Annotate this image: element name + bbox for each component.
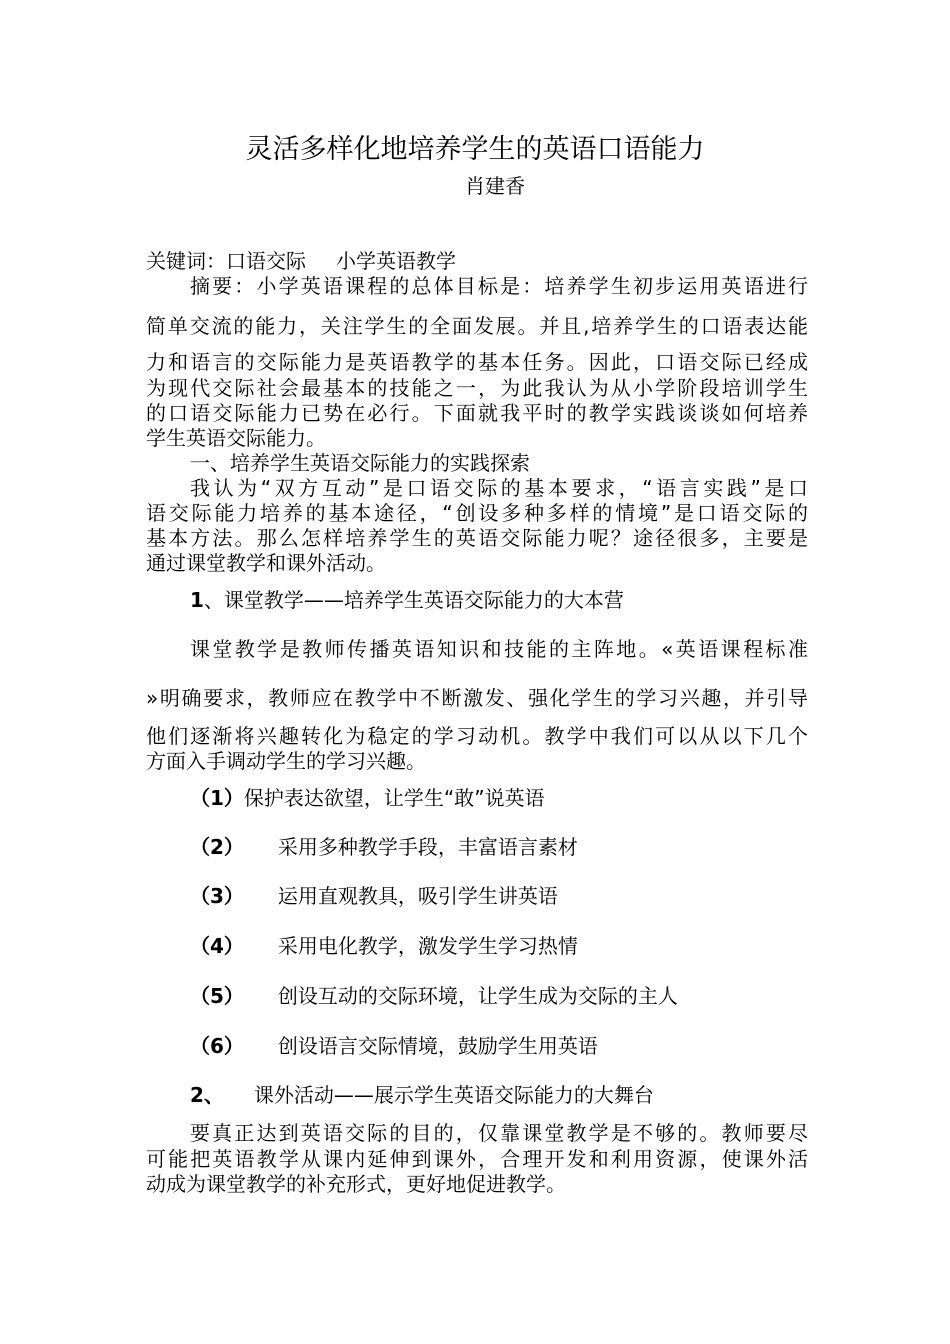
author-name: 肖建香 (465, 174, 525, 198)
keyword-1: 口语交际 (226, 249, 306, 273)
subsection-1-line-4: 方面入手调动学生的学习兴趣。 (146, 749, 426, 773)
document-title: 灵活多样化地培养学生的英语口语能力 (245, 134, 705, 165)
section-1-line-1: 我认为“双方互动”是口语交际的基本要求，“语言实践”是口 (190, 476, 808, 500)
abstract-line-1: 摘要：小学英语课程的总体目标是：培养学生初步运用英语进行 (190, 274, 808, 298)
abstract-line-4: 为现代交际社会最基本的技能之一，为此我认为从小学阶段培训学生 (146, 376, 808, 400)
subsection-1-number: 1 (190, 588, 204, 612)
list-item-6-text: 创设语言交际情境，鼓励学生用英语 (277, 1034, 598, 1058)
list-item-1-text: 保护表达欲望，让学生“敢”说英语 (243, 786, 545, 810)
list-item-3-text: 运用直观教具，吸引学生讲英语 (277, 884, 558, 908)
subsection-1-line-3: 他们逐渐将兴趣转化为稳定的学习动机。教学中我们可以从以下几个 (146, 724, 808, 748)
section-1-heading: 一、培养学生英语交际能力的实践探索 (190, 451, 530, 475)
keywords-line (146, 248, 808, 274)
keyword-2: 小学英语教学 (336, 249, 456, 273)
abstract-line-6: 学生英语交际能力。 (146, 426, 326, 450)
subsection-2-line-3: 动成为课堂教学的补充形式，更好地促进教学。 (146, 1172, 566, 1196)
subsection-1-heading (190, 587, 808, 613)
subsection-2-line-1: 要真正达到英语交际的目的，仅靠课堂教学是不够的。教师要尽 (190, 1121, 808, 1145)
keywords-label: 关键词： (146, 249, 226, 273)
section-1-line-3: 基本方法。那么怎样培养学生的英语交际能力呢？途径很多，主要是 (146, 526, 808, 550)
subsection-2-title: 课外活动——展示学生英语交际能力的大舞台 (253, 1083, 654, 1107)
subsection-2-heading (190, 1082, 808, 1108)
list-item-4-number: （4） (190, 934, 244, 958)
section-1-line-2: 语交际能力培养的基本途径，“创设多种多样的情境”是口语交际的 (146, 501, 808, 525)
subsection-2-line-2: 可能把英语教学从课内延伸到课外，合理开发和利用资源，使课外活 (146, 1147, 808, 1171)
abstract-line-5: 的口语交际能力已势在必行。下面就我平时的教学实践谈谈如何培养 (146, 401, 808, 425)
subsection-1-title: 、课堂教学——培养学生英语交际能力的大本营 (203, 588, 624, 612)
list-item-2-number: （2） (190, 835, 244, 859)
section-1-line-4: 通过课堂教学和课外活动。 (146, 551, 386, 575)
subsection-1-line-2: »明确要求，教师应在教学中不断激发、强化学生的学习兴趣，并引导 (146, 686, 808, 710)
subsection-1-line-1: 课堂教学是教师传播英语知识和技能的主阵地。«英语课程标准 (190, 637, 808, 661)
subsection-2-number: 2、 (190, 1083, 224, 1107)
list-item-3 (190, 883, 808, 909)
list-item-4-text: 采用电化教学，激发学生学习热情 (277, 934, 578, 958)
list-item-6-number: （6） (190, 1034, 244, 1058)
list-item-5-number: （5） (190, 984, 244, 1008)
abstract-line-2: 简单交流的能力，关注学生的全面发展。并且,培养学生的口语表达能 (146, 314, 808, 338)
list-item-1-number: （1） (190, 786, 244, 810)
list-item-4 (190, 933, 808, 959)
list-item-5-text: 创设互动的交际环境，让学生成为交际的主人 (277, 984, 678, 1008)
list-item-2-text: 采用多种教学手段，丰富语言素材 (277, 835, 578, 859)
list-item-5 (190, 983, 808, 1009)
list-item-6 (190, 1033, 808, 1059)
list-item-1 (190, 785, 808, 811)
abstract-line-3: 力和语言的交际能力是英语教学的基本任务。因此，口语交际已经成 (146, 350, 808, 374)
list-item-3-number: （3） (190, 884, 244, 908)
list-item-2 (190, 834, 808, 860)
